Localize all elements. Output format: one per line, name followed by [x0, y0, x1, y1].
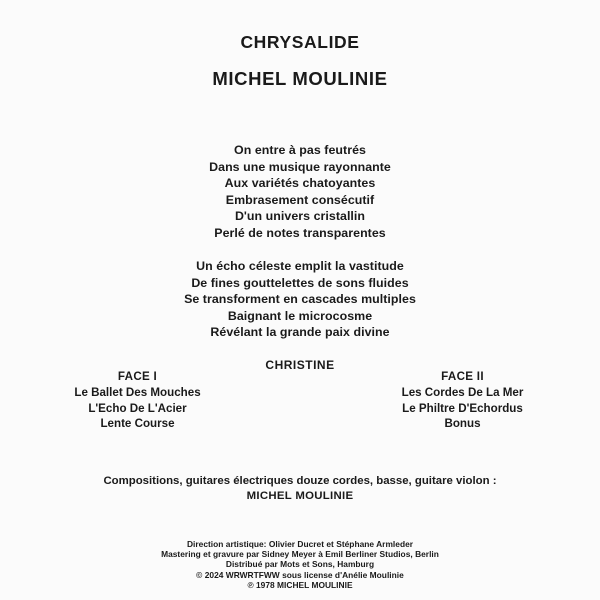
fine-print-line: Mastering et gravure par Sidney Meyer à Emil Berliner Studios, Berlin — [161, 549, 439, 560]
cover-header — [0, 32, 600, 90]
poem-line: On entre à pas feutrés — [234, 143, 366, 157]
poem-line: Perlé de notes transparentes — [214, 225, 386, 240]
phonogram-line: ℗ 1978 MICHEL MOULINIE — [247, 579, 353, 590]
poem-block — [0, 142, 600, 372]
face-two — [365, 369, 560, 432]
tracklist — [0, 369, 600, 432]
poem-line: Se transforment en cascades multiples — [184, 292, 416, 307]
fine-print-line: Direction artistique: Olivier Ducret et Stéphane Armleder — [186, 539, 414, 549]
poem-line: De fines gouttelettes de sons fluides — [191, 275, 409, 290]
poem-line: Dans une musique rayonnante — [209, 159, 391, 174]
album-title: CHRYSALIDE — [240, 32, 360, 52]
face-one — [40, 369, 235, 432]
copyright-line: © 2024 WRWRTFWW sous license d'Anélie Moulinie — [196, 569, 404, 580]
track-item: Bonus — [444, 417, 481, 431]
poem-line: Aux variétés chatoyantes — [224, 176, 376, 191]
poem-signature: CHRISTINE — [265, 358, 335, 373]
main-credit-role: Compositions, guitares électriques douze cordes, basse, guitare violon : — [103, 475, 497, 487]
face-one-label: FACE I — [117, 370, 158, 383]
track-item: Les Cordes De La Mer — [401, 385, 524, 399]
fine-print-line: Distribué par Mots et Sons, Hamburg — [225, 559, 375, 570]
main-credit-name: MICHEL MOULINIE — [246, 490, 354, 502]
face-two-label: FACE II — [441, 370, 484, 383]
track-item: Lente Course — [100, 417, 175, 431]
poem-stanza-2 — [0, 258, 600, 341]
poem-line: Révélant la grande paix divine — [210, 325, 390, 340]
main-credit — [0, 474, 600, 504]
track-item: Le Ballet Des Mouches — [74, 385, 201, 399]
artist-name: MICHEL MOULINIE — [212, 68, 388, 89]
poem-line: Embrasement consécutif — [225, 192, 375, 207]
track-item: L'Echo De L'Acier — [88, 401, 187, 415]
poem-line: Baignant le microcosme — [227, 308, 373, 323]
fine-print-block — [0, 539, 600, 590]
poem-line: Un écho céleste emplit la vastitude — [196, 259, 404, 274]
track-item: Le Philtre D'Echordus — [402, 401, 523, 415]
poem-stanza-1 — [0, 142, 600, 242]
poem-line: D'un univers cristallin — [234, 209, 366, 224]
